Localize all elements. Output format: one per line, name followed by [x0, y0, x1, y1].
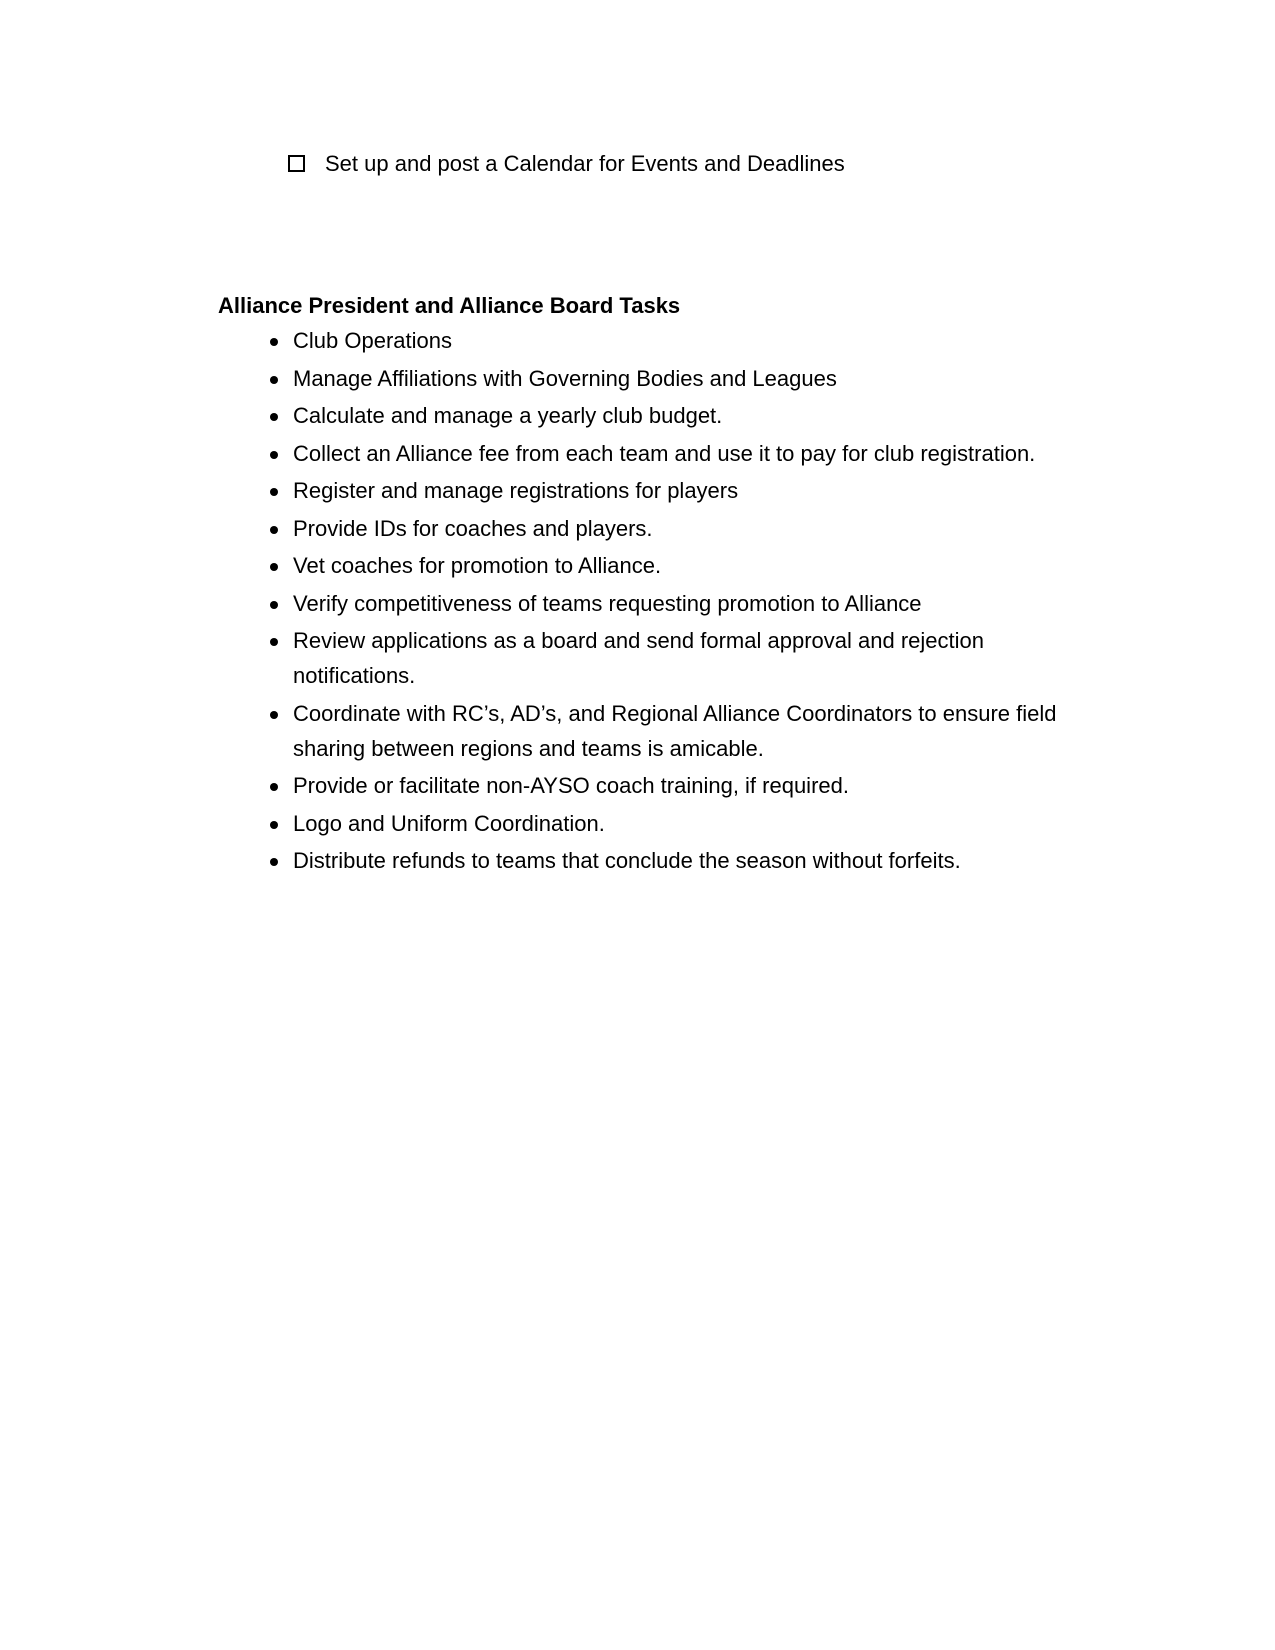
task-text: Coordinate with RC’s, AD’s, and Regional Alliance Coordinators to ensure field sharing between regions and teams is amicable.: [293, 700, 1057, 761]
task-item: [218, 398, 1093, 433]
task-text: Logo and Uniform Coordination.: [293, 810, 605, 836]
task-item: [218, 511, 1093, 546]
task-text: Manage Affiliations with Governing Bodies and Leagues: [293, 365, 837, 391]
tasks-list: [218, 323, 1093, 881]
bullet-icon: [270, 711, 278, 719]
task-item: [218, 586, 1093, 621]
task-item: [218, 696, 1093, 766]
bullet-icon: [270, 858, 278, 866]
checkbox-task-item: [288, 146, 845, 181]
task-item: [218, 843, 1093, 878]
task-item: [218, 623, 1093, 693]
bullet-icon: [270, 526, 278, 534]
task-item: [218, 323, 1093, 358]
bullet-icon: [270, 338, 278, 346]
task-item: [218, 806, 1093, 841]
task-item: [218, 361, 1093, 396]
bullet-icon: [270, 376, 278, 384]
checkbox-icon[interactable]: [288, 155, 305, 172]
task-text: Provide IDs for coaches and players.: [293, 515, 653, 541]
bullet-icon: [270, 638, 278, 646]
task-text: Register and manage registrations for players: [293, 478, 739, 503]
checkbox-task-label: Set up and post a Calendar for Events and Deadlines: [325, 151, 845, 176]
task-item: [218, 436, 1093, 471]
task-text: Calculate and manage a yearly club budget.: [293, 403, 723, 428]
bullet-icon: [270, 413, 278, 421]
task-text: Collect an Alliance fee from each team and use it to pay for club registration.: [293, 440, 1036, 466]
task-text: Vet coaches for promotion to Alliance.: [293, 553, 662, 578]
bullet-icon: [270, 451, 278, 459]
task-text: Distribute refunds to teams that conclude the season without forfeits.: [293, 848, 961, 873]
task-item: [218, 548, 1093, 583]
task-item: [218, 473, 1093, 508]
task-text: Provide or facilitate non-AYSO coach training, if required.: [293, 773, 849, 798]
section-heading: Alliance President and Alliance Board Tasks: [218, 293, 681, 318]
task-item: [218, 768, 1093, 803]
bullet-icon: [270, 601, 278, 609]
bullet-icon: [270, 563, 278, 571]
bullet-icon: [270, 488, 278, 496]
task-text: Verify competitiveness of teams requesting promotion to Alliance: [293, 590, 922, 616]
bullet-icon: [270, 821, 278, 829]
task-text: Club Operations: [293, 328, 452, 353]
task-text: Review applications as a board and send formal approval and rejection notifications.: [293, 628, 984, 688]
bullet-icon: [270, 783, 278, 791]
